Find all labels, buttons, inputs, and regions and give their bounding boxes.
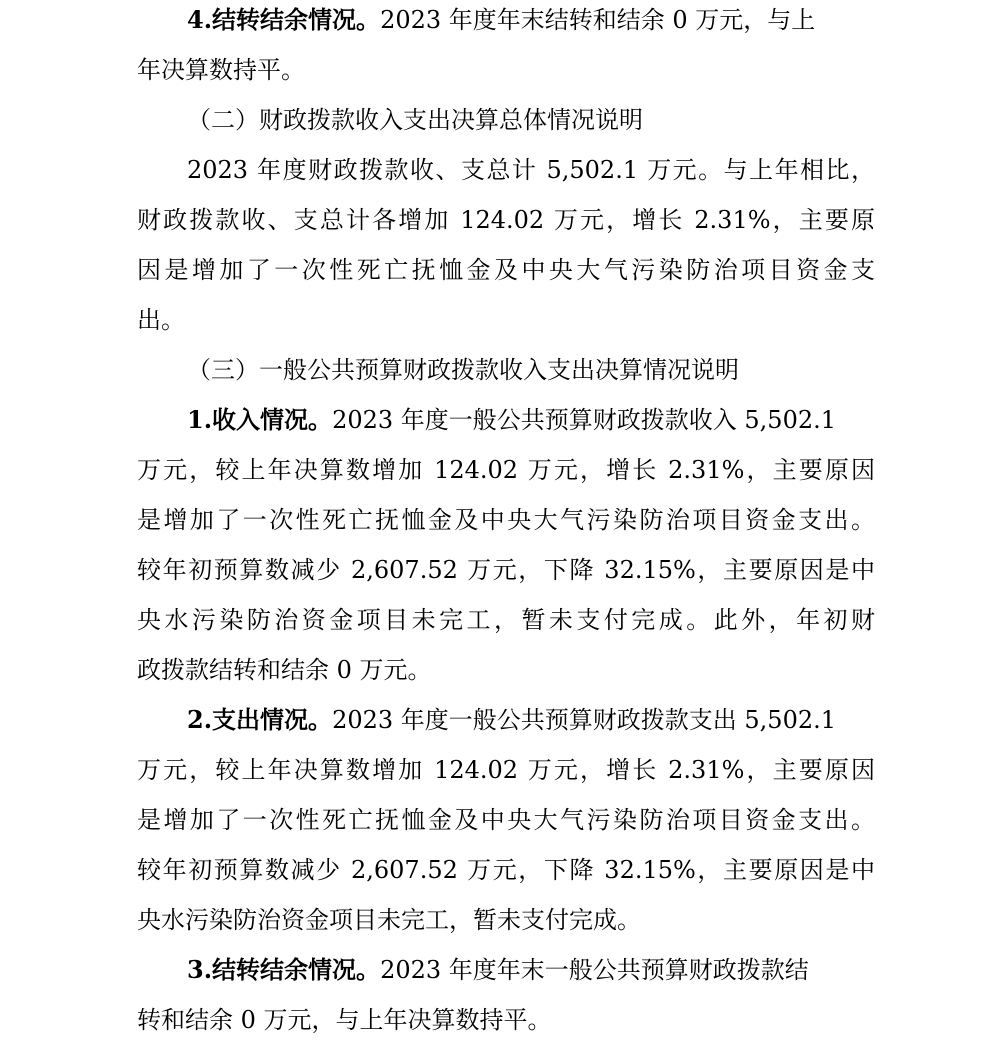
paragraph-text: 央水污染防治资金项目未完工，暂未支付完成。 <box>137 906 641 934</box>
paragraph-income-line-2 <box>0 445 1000 495</box>
paragraph-balance-line-2 <box>0 995 1000 1045</box>
paragraph-income-line-6 <box>0 645 1000 695</box>
paragraph-expense-line-5 <box>0 895 1000 945</box>
paragraph-lead: 3.结转结余情况。 <box>187 955 381 984</box>
paragraph-text: 央水污染防治资金项目未完工，暂未支付完成。此外，年初财 <box>137 606 875 634</box>
paragraph-text: 转和结余 0 万元，与上年决算数持平。 <box>137 1006 552 1034</box>
paragraph-carryover-line-1 <box>0 0 1000 45</box>
paragraph-text: 是增加了一次性死亡抚恤金及中央大气污染防治项目资金支出。 <box>137 506 875 534</box>
section-heading-2 <box>0 95 1000 145</box>
paragraph-expense-line-3 <box>0 795 1000 845</box>
paragraph-lead: 4.结转结余情况。 <box>187 5 381 34</box>
paragraph-text: 是增加了一次性死亡抚恤金及中央大气污染防治项目资金支出。 <box>137 806 875 834</box>
section-heading-3 <box>0 345 1000 395</box>
paragraph-text: 2023 年度一般公共预算财政拨款支出 5,502.1 <box>332 706 837 734</box>
paragraph-text: 较年初预算数减少 2,607.52 万元，下降 32.15%，主要原因是中 <box>137 556 875 584</box>
paragraph-balance-line-1 <box>0 945 1000 995</box>
paragraph-text: 因是增加了一次性死亡抚恤金及中央大气污染防治项目资金支 <box>137 256 875 284</box>
section-heading-text: （二）财政拨款收入支出决算总体情况说明 <box>187 106 643 134</box>
paragraph-expense-line-4 <box>0 845 1000 895</box>
paragraph-lead: 1.收入情况。 <box>187 405 333 434</box>
paragraph-text: 万元，较上年决算数增加 124.02 万元，增长 2.31%，主要原因 <box>137 456 875 484</box>
section-heading-text: （三）一般公共预算财政拨款收入支出决算情况说明 <box>187 356 739 384</box>
paragraph-text: 出。 <box>137 306 185 334</box>
paragraph-lead: 2.支出情况。 <box>187 705 333 734</box>
paragraph-income-line-1 <box>0 395 1000 445</box>
paragraph-text: 万元，较上年决算数增加 124.02 万元，增长 2.31%，主要原因 <box>137 756 875 784</box>
paragraph-expense-line-2 <box>0 745 1000 795</box>
paragraph-total-line-2 <box>0 195 1000 245</box>
paragraph-total-line-4 <box>0 295 1000 345</box>
paragraph-text: 2023 年度财政拨款收、支总计 5,502.1 万元。与上年相比， <box>187 156 875 184</box>
paragraph-income-line-3 <box>0 495 1000 545</box>
paragraph-total-line-1 <box>0 145 1000 195</box>
paragraph-text: 2023 年度年末结转和结余 0 万元，与上 <box>380 6 816 34</box>
paragraph-income-line-5 <box>0 595 1000 645</box>
paragraph-text: 较年初预算数减少 2,607.52 万元，下降 32.15%，主要原因是中 <box>137 856 875 884</box>
paragraph-total-line-3 <box>0 245 1000 295</box>
paragraph-expense-line-1 <box>0 695 1000 745</box>
paragraph-income-line-4 <box>0 545 1000 595</box>
paragraph-text: 2023 年度年末一般公共预算财政拨款结 <box>380 956 809 984</box>
paragraph-text: 政拨款结转和结余 0 万元。 <box>137 656 432 684</box>
paragraph-text: 2023 年度一般公共预算财政拨款收入 5,502.1 <box>332 406 837 434</box>
paragraph-text: 年决算数持平。 <box>137 56 305 84</box>
paragraph-text: 财政拨款收、支总计各增加 124.02 万元，增长 2.31%，主要原 <box>137 206 875 234</box>
paragraph-carryover-line-2 <box>0 45 1000 95</box>
